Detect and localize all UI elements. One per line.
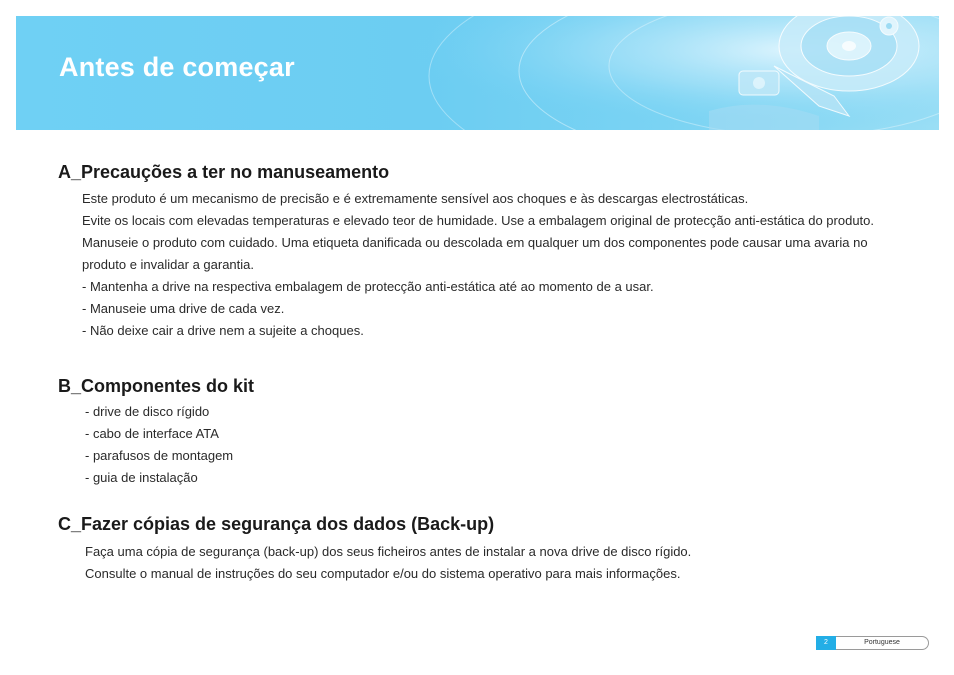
list-item: - parafusos de montagem: [85, 448, 234, 463]
list-item: - guia de instalação: [85, 470, 198, 485]
section-a-title: A_Precauções a ter no manuseamento: [58, 162, 390, 182]
page-footer: [816, 636, 930, 650]
kit-components-list: [85, 401, 233, 489]
section-a-line-1: Este produto é um mecanismo de precisão e é extremamente sensível aos choques e às descargas electrostáticas.: [82, 191, 749, 206]
list-item: - Manuseie uma drive de cada vez.: [82, 301, 285, 316]
list-item: - drive de disco rígido: [85, 404, 210, 419]
section-a-line-3: Manuseie o produto com cuidado. Uma etiqueta danificada ou descolada em qualquer um dos componentes pode causar uma avaria no: [82, 235, 868, 250]
page-number: 2: [816, 636, 836, 650]
list-item: - Mantenha a drive na respectiva embalagem de protecção anti-estática até ao momento de a usar.: [82, 279, 654, 294]
section-a-bullet-list: [82, 276, 654, 342]
list-item: - cabo de interface ATA: [85, 426, 219, 441]
section-c-title: C_Fazer cópias de segurança dos dados (Back-up): [58, 514, 495, 534]
hard-drive-illustration: [379, 16, 939, 130]
section-a-line-4: produto e invalidar a garantia.: [82, 257, 255, 272]
header-banner: [16, 16, 939, 130]
section-c-line-2: Consulte o manual de instruções do seu computador e/ou do sistema operativo para mais informações.: [85, 566, 681, 581]
section-b-title: B_Componentes do kit: [58, 376, 255, 396]
language-label: Portuguese: [836, 636, 929, 650]
section-c-line-1: Faça uma cópia de segurança (back-up) dos seus ficheiros antes de instalar a nova drive de disco rígido.: [85, 544, 692, 559]
section-a-line-2: Evite os locais com elevadas temperaturas e elevado teor de humidade. Use a embalagem original de protecção anti-estática do produto.: [82, 213, 875, 228]
list-item: - Não deixe cair a drive nem a sujeite a choques.: [82, 323, 364, 338]
page-title: Antes de começar: [59, 52, 295, 82]
